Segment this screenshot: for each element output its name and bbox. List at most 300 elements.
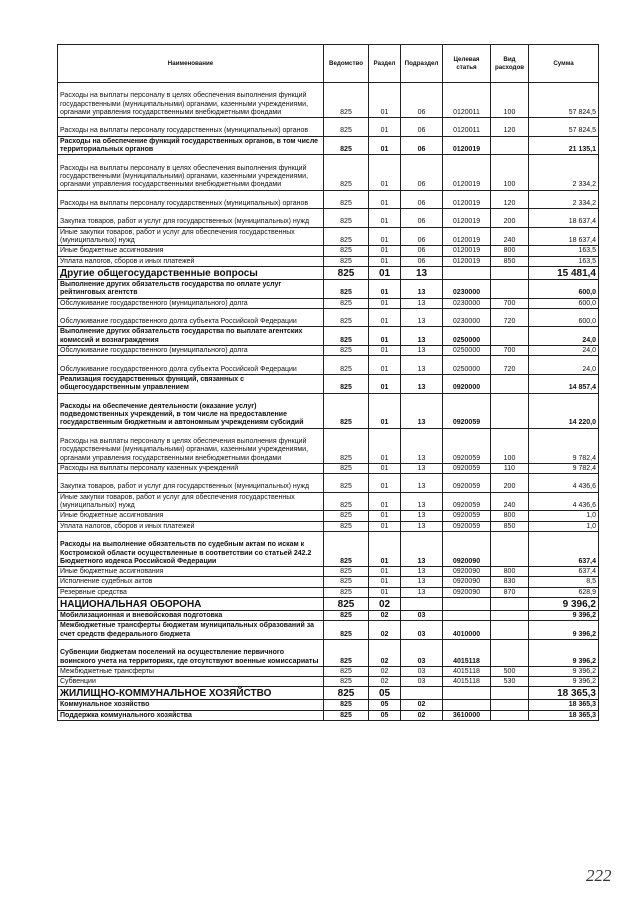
cell-name: ЖИЛИЩНО-КОММУНАЛЬНОЕ ХОЗЯЙСТВО [58, 687, 324, 700]
cell-razdel: 01 [369, 393, 401, 428]
cell-razdel: 02 [369, 598, 401, 611]
cell-razdel: 01 [369, 511, 401, 521]
cell-razdel: 01 [369, 531, 401, 566]
cell-vid: 830 [491, 577, 529, 587]
cell-vid: 530 [491, 677, 529, 687]
table-row [58, 474, 599, 493]
cell-podrazdel: 06 [401, 155, 443, 190]
cell-podrazdel: 13 [401, 567, 443, 577]
cell-vid: 240 [491, 492, 529, 511]
table-row [58, 246, 599, 256]
cell-statya: 0250000 [443, 346, 491, 356]
cell-summa: 1,0 [529, 511, 599, 521]
cell-podrazdel: 03 [401, 611, 443, 621]
cell-name: Иные бюджетные ассигнования [58, 567, 324, 577]
cell-name: Обслуживание государственного долга субъекта Российской Федерации [58, 308, 324, 327]
table-row [58, 356, 599, 375]
table-row [58, 639, 599, 666]
cell-podrazdel: 13 [401, 374, 443, 393]
cell-razdel: 02 [369, 639, 401, 666]
cell-vedomstvo: 825 [324, 136, 369, 155]
cell-name: Субвенции бюджетам поселений на осуществление первичного воинского учета на территориях, где отсутствуют военные комиссариаты [58, 639, 324, 666]
cell-vid: 240 [491, 227, 529, 246]
cell-vid: 800 [491, 567, 529, 577]
cell-statya: 0120019 [443, 227, 491, 246]
cell-razdel: 05 [369, 687, 401, 700]
cell-statya: 0920059 [443, 521, 491, 531]
cell-razdel: 01 [369, 155, 401, 190]
table-row [58, 279, 599, 298]
header-name: Наименование [58, 45, 324, 83]
cell-statya: 0920059 [443, 474, 491, 493]
cell-statya: 0230000 [443, 279, 491, 298]
cell-podrazdel: 13 [401, 266, 443, 279]
cell-vedomstvo: 825 [324, 710, 369, 720]
cell-summa: 163,5 [529, 246, 599, 256]
cell-vid [491, 710, 529, 720]
cell-statya: 0920059 [443, 463, 491, 473]
cell-razdel: 01 [369, 463, 401, 473]
table-body [58, 83, 599, 721]
cell-vid: 500 [491, 666, 529, 676]
cell-vedomstvo: 825 [324, 511, 369, 521]
cell-vedomstvo: 825 [324, 428, 369, 463]
cell-vid [491, 393, 529, 428]
cell-summa: 9 782,4 [529, 463, 599, 473]
cell-podrazdel: 06 [401, 256, 443, 266]
cell-statya: 4015118 [443, 639, 491, 666]
cell-statya: 4010000 [443, 621, 491, 640]
cell-summa: 4 436,6 [529, 492, 599, 511]
table-row [58, 531, 599, 566]
cell-name: Реализация государственных функций, связанных с общегосударственным управлением [58, 374, 324, 393]
cell-podrazdel: 06 [401, 118, 443, 137]
table-row [58, 677, 599, 687]
cell-razdel: 02 [369, 666, 401, 676]
cell-vedomstvo: 825 [324, 393, 369, 428]
cell-podrazdel: 13 [401, 298, 443, 308]
cell-razdel: 01 [369, 521, 401, 531]
cell-vid [491, 598, 529, 611]
cell-vid [491, 279, 529, 298]
cell-statya: 0920090 [443, 587, 491, 597]
cell-statya: 0120019 [443, 155, 491, 190]
cell-statya: 0120019 [443, 256, 491, 266]
cell-vedomstvo: 825 [324, 666, 369, 676]
cell-podrazdel: 06 [401, 190, 443, 209]
cell-summa: 1,0 [529, 521, 599, 531]
cell-vid [491, 327, 529, 346]
cell-name: Коммунальное хозяйство [58, 700, 324, 710]
cell-name: Закупка товаров, работ и услуг для государственных (муниципальных) нужд [58, 209, 324, 228]
cell-razdel: 01 [369, 308, 401, 327]
cell-podrazdel: 06 [401, 227, 443, 246]
cell-statya [443, 700, 491, 710]
cell-podrazdel: 13 [401, 492, 443, 511]
cell-vedomstvo: 825 [324, 246, 369, 256]
cell-statya: 0920059 [443, 511, 491, 521]
cell-vid: 100 [491, 428, 529, 463]
cell-vid: 700 [491, 346, 529, 356]
cell-summa: 9 396,2 [529, 639, 599, 666]
cell-summa: 24,0 [529, 346, 599, 356]
cell-razdel: 01 [369, 246, 401, 256]
cell-name: Расходы на выплаты персоналу государственных (муниципальных) органов [58, 190, 324, 209]
cell-razdel: 01 [369, 266, 401, 279]
cell-vid [491, 266, 529, 279]
cell-name: Выполнение других обязательств государства по выплате агентских комиссий и вознаграждения [58, 327, 324, 346]
cell-summa: 18 365,3 [529, 710, 599, 720]
cell-statya: 0250000 [443, 327, 491, 346]
cell-summa: 600,0 [529, 298, 599, 308]
cell-podrazdel: 03 [401, 677, 443, 687]
cell-summa: 15 481,4 [529, 266, 599, 279]
cell-razdel: 01 [369, 190, 401, 209]
cell-summa: 14 220,0 [529, 393, 599, 428]
cell-vid: 870 [491, 587, 529, 597]
cell-name: Другие общегосударственные вопросы [58, 266, 324, 279]
cell-statya: 0250000 [443, 356, 491, 375]
cell-vedomstvo: 825 [324, 677, 369, 687]
table-row [58, 463, 599, 473]
cell-name: Обслуживание государственного (муниципального) долга [58, 346, 324, 356]
cell-vid: 850 [491, 256, 529, 266]
table-row [58, 700, 599, 710]
cell-podrazdel: 03 [401, 666, 443, 676]
cell-summa: 21 135,1 [529, 136, 599, 155]
cell-podrazdel: 06 [401, 136, 443, 155]
cell-razdel: 01 [369, 474, 401, 493]
cell-podrazdel: 13 [401, 308, 443, 327]
table-row [58, 298, 599, 308]
cell-vid: 100 [491, 83, 529, 118]
cell-vedomstvo: 825 [324, 492, 369, 511]
cell-vid: 800 [491, 511, 529, 521]
cell-razdel: 01 [369, 428, 401, 463]
header-vid: Вид расходов [491, 45, 529, 83]
cell-vid [491, 700, 529, 710]
cell-razdel: 01 [369, 327, 401, 346]
cell-razdel: 01 [369, 279, 401, 298]
table-row [58, 327, 599, 346]
cell-summa: 24,0 [529, 327, 599, 346]
cell-vid [491, 639, 529, 666]
cell-summa: 24,0 [529, 356, 599, 375]
cell-name: Обслуживание государственного (муниципального) долга [58, 298, 324, 308]
cell-podrazdel: 13 [401, 587, 443, 597]
header-razdel: Раздел [369, 45, 401, 83]
cell-vedomstvo: 825 [324, 256, 369, 266]
table-row [58, 577, 599, 587]
cell-vedomstvo: 825 [324, 521, 369, 531]
cell-summa: 637,4 [529, 567, 599, 577]
cell-name: Расходы на выплаты персоналу казенных учреждений [58, 463, 324, 473]
table-row [58, 83, 599, 118]
cell-summa: 600,0 [529, 279, 599, 298]
cell-name: Расходы на обеспечение функций государственных органов, в том числе территориальных органов [58, 136, 324, 155]
cell-razdel: 02 [369, 621, 401, 640]
cell-vid [491, 531, 529, 566]
cell-name: Мобилизационная и вневойсковая подготовка [58, 611, 324, 621]
cell-podrazdel: 03 [401, 621, 443, 640]
table-row [58, 136, 599, 155]
cell-name: Расходы на обеспечение деятельности (оказание услуг) подведомственных учреждений, в том числе на предоставление государственным бюджетным и автономным учреждениям субсидий [58, 393, 324, 428]
cell-vedomstvo: 825 [324, 190, 369, 209]
table-row [58, 393, 599, 428]
cell-summa: 9 396,2 [529, 621, 599, 640]
cell-summa: 57 824,5 [529, 118, 599, 137]
header-vedomstvo: Ведомство [324, 45, 369, 83]
cell-statya: 0920059 [443, 492, 491, 511]
cell-podrazdel: 13 [401, 356, 443, 375]
cell-summa: 9 396,2 [529, 677, 599, 687]
cell-name: Иные закупки товаров, работ и услуг для обеспечения государственных (муниципальных) нужд [58, 492, 324, 511]
cell-vedomstvo: 825 [324, 327, 369, 346]
cell-name: Обслуживание государственного долга субъекта Российской Федерации [58, 356, 324, 375]
cell-vedomstvo: 825 [324, 639, 369, 666]
cell-vedomstvo: 825 [324, 346, 369, 356]
table-row [58, 611, 599, 621]
table-row [58, 687, 599, 700]
table-row [58, 190, 599, 209]
table-row [58, 587, 599, 597]
cell-razdel: 01 [369, 577, 401, 587]
cell-vedomstvo: 825 [324, 567, 369, 577]
cell-podrazdel: 06 [401, 83, 443, 118]
cell-name: Расходы на выплаты персоналу в целях обеспечения выполнения функций государственными (муниципальными) органами, казенными учреждениями, органами управления государственными внебюджетными фондами [58, 83, 324, 118]
cell-statya: 3610000 [443, 710, 491, 720]
cell-razdel: 01 [369, 346, 401, 356]
cell-summa: 8,5 [529, 577, 599, 587]
table-row [58, 492, 599, 511]
cell-name: Субвенции [58, 677, 324, 687]
cell-vedomstvo: 825 [324, 266, 369, 279]
cell-statya: 0120019 [443, 246, 491, 256]
cell-vid: 100 [491, 155, 529, 190]
cell-razdel: 05 [369, 710, 401, 720]
cell-statya: 0230000 [443, 298, 491, 308]
cell-razdel: 02 [369, 677, 401, 687]
cell-podrazdel: 03 [401, 639, 443, 666]
cell-summa: 4 436,6 [529, 474, 599, 493]
cell-vedomstvo: 825 [324, 621, 369, 640]
cell-vedomstvo: 825 [324, 700, 369, 710]
header-podrazdel: Подраздел [401, 45, 443, 83]
table-header-row [58, 45, 599, 83]
cell-vid: 120 [491, 118, 529, 137]
cell-summa: 14 857,4 [529, 374, 599, 393]
cell-vid: 200 [491, 474, 529, 493]
cell-vid: 800 [491, 246, 529, 256]
table-row [58, 511, 599, 521]
cell-razdel: 02 [369, 611, 401, 621]
cell-vid [491, 687, 529, 700]
cell-vedomstvo: 825 [324, 577, 369, 587]
cell-vid [491, 621, 529, 640]
cell-statya [443, 611, 491, 621]
cell-razdel: 01 [369, 298, 401, 308]
cell-summa: 2 334,2 [529, 190, 599, 209]
table-row [58, 374, 599, 393]
cell-razdel: 01 [369, 118, 401, 137]
header-statya: Целевая статья [443, 45, 491, 83]
cell-name: Расходы на выплаты персоналу в целях обеспечения выполнения функций государственными (муниципальными) органами, казенными учреждениями, органами управления государственными внебюджетными фондами [58, 428, 324, 463]
cell-podrazdel: 02 [401, 710, 443, 720]
header-summa: Сумма [529, 45, 599, 83]
table-row [58, 428, 599, 463]
table-row [58, 621, 599, 640]
cell-name: Уплата налогов, сборов и иных платежей [58, 521, 324, 531]
cell-name: Иные бюджетные ассигнования [58, 246, 324, 256]
cell-statya: 0120011 [443, 118, 491, 137]
cell-statya [443, 598, 491, 611]
cell-vedomstvo: 825 [324, 155, 369, 190]
cell-statya: 4015118 [443, 677, 491, 687]
cell-vedomstvo: 825 [324, 209, 369, 228]
table-row [58, 710, 599, 720]
cell-razdel: 01 [369, 356, 401, 375]
cell-razdel: 05 [369, 700, 401, 710]
cell-summa: 57 824,5 [529, 83, 599, 118]
table-row [58, 598, 599, 611]
cell-podrazdel: 13 [401, 279, 443, 298]
cell-name: Уплата налогов, сборов и иных платежей [58, 256, 324, 266]
cell-name: Межбюджетные трансферты бюджетам муниципальных образований за счет средств федерального бюджета [58, 621, 324, 640]
cell-name: Иные закупки товаров, работ и услуг для обеспечения государственных (муниципальных) нужд [58, 227, 324, 246]
cell-podrazdel: 06 [401, 246, 443, 256]
cell-vid: 200 [491, 209, 529, 228]
cell-statya: 0230000 [443, 308, 491, 327]
cell-vedomstvo: 825 [324, 118, 369, 137]
cell-vid [491, 136, 529, 155]
cell-vedomstvo: 825 [324, 374, 369, 393]
table-row [58, 118, 599, 137]
cell-statya: 0920090 [443, 531, 491, 566]
cell-statya: 0920090 [443, 577, 491, 587]
cell-razdel: 01 [369, 374, 401, 393]
table-row [58, 266, 599, 279]
cell-podrazdel: 13 [401, 474, 443, 493]
cell-podrazdel: 06 [401, 209, 443, 228]
cell-vedomstvo: 825 [324, 83, 369, 118]
table-row [58, 209, 599, 228]
table-row [58, 346, 599, 356]
cell-vedomstvo: 825 [324, 474, 369, 493]
cell-vid [491, 374, 529, 393]
cell-vid: 110 [491, 463, 529, 473]
cell-statya: 0920090 [443, 567, 491, 577]
cell-statya: 0920059 [443, 428, 491, 463]
cell-statya: 0120019 [443, 190, 491, 209]
cell-statya [443, 266, 491, 279]
cell-statya: 0120011 [443, 83, 491, 118]
cell-vedomstvo: 825 [324, 356, 369, 375]
cell-podrazdel: 13 [401, 346, 443, 356]
cell-name: Иные бюджетные ассигнования [58, 511, 324, 521]
cell-summa: 163,5 [529, 256, 599, 266]
cell-vid: 120 [491, 190, 529, 209]
cell-summa: 18 637,4 [529, 227, 599, 246]
table-row [58, 308, 599, 327]
cell-razdel: 01 [369, 256, 401, 266]
cell-vid: 850 [491, 521, 529, 531]
cell-summa: 9 396,2 [529, 666, 599, 676]
table-row [58, 666, 599, 676]
cell-name: Исполнение судебных актов [58, 577, 324, 587]
cell-name: Поддержка коммунального хозяйства [58, 710, 324, 720]
cell-vedomstvo: 825 [324, 598, 369, 611]
table-row [58, 155, 599, 190]
cell-summa: 9 396,2 [529, 611, 599, 621]
cell-summa: 18 637,4 [529, 209, 599, 228]
table-row [58, 256, 599, 266]
cell-statya [443, 687, 491, 700]
cell-podrazdel: 13 [401, 327, 443, 346]
cell-podrazdel: 02 [401, 700, 443, 710]
cell-vid: 720 [491, 308, 529, 327]
cell-summa: 18 365,3 [529, 700, 599, 710]
page-number: 222 [586, 866, 612, 885]
cell-razdel: 01 [369, 492, 401, 511]
cell-vedomstvo: 825 [324, 227, 369, 246]
cell-statya: 0920000 [443, 374, 491, 393]
cell-name: НАЦИОНАЛЬНАЯ ОБОРОНА [58, 598, 324, 611]
cell-name: Резервные средства [58, 587, 324, 597]
cell-summa: 600,0 [529, 308, 599, 327]
cell-name: Расходы на выплаты персоналу государственных (муниципальных) органов [58, 118, 324, 137]
table-row [58, 521, 599, 531]
cell-vedomstvo: 825 [324, 308, 369, 327]
cell-name: Расходы на выплаты персоналу в целях обеспечения выполнения функций государственными (муниципальными) органами, казенными учреждениями, органами управления государственными внебюджетными фондами [58, 155, 324, 190]
cell-podrazdel [401, 598, 443, 611]
cell-podrazdel: 13 [401, 393, 443, 428]
cell-summa: 637,4 [529, 531, 599, 566]
cell-name: Межбюджетные трансферты [58, 666, 324, 676]
cell-podrazdel: 13 [401, 511, 443, 521]
cell-vid: 720 [491, 356, 529, 375]
table-row [58, 567, 599, 577]
cell-razdel: 01 [369, 227, 401, 246]
cell-name: Расходы на выполнение обязательств по судебным актам по искам к Костромской области осуществленные в соответствии со статьей 242.2 Бюджетного кодекса Российской Федерации [58, 531, 324, 566]
cell-summa: 9 396,2 [529, 598, 599, 611]
cell-statya: 4015118 [443, 666, 491, 676]
cell-summa: 2 334,2 [529, 155, 599, 190]
cell-vedomstvo: 825 [324, 687, 369, 700]
cell-vid [491, 611, 529, 621]
cell-razdel: 01 [369, 587, 401, 597]
cell-razdel: 01 [369, 209, 401, 228]
cell-podrazdel [401, 687, 443, 700]
cell-vedomstvo: 825 [324, 611, 369, 621]
cell-vedomstvo: 825 [324, 279, 369, 298]
cell-vid: 700 [491, 298, 529, 308]
cell-vedomstvo: 825 [324, 463, 369, 473]
cell-summa: 18 365,3 [529, 687, 599, 700]
cell-name: Закупка товаров, работ и услуг для государственных (муниципальных) нужд [58, 474, 324, 493]
cell-razdel: 01 [369, 83, 401, 118]
cell-summa: 628,9 [529, 587, 599, 597]
cell-vedomstvo: 825 [324, 298, 369, 308]
budget-table [57, 44, 599, 721]
cell-summa: 9 782,4 [529, 428, 599, 463]
cell-statya: 0120019 [443, 136, 491, 155]
cell-statya: 0920059 [443, 393, 491, 428]
budget-table-sheet [57, 44, 598, 721]
cell-podrazdel: 13 [401, 531, 443, 566]
cell-name: Выполнение других обязательств государства по оплате услуг рейтинговых агентств [58, 279, 324, 298]
cell-podrazdel: 13 [401, 463, 443, 473]
cell-vedomstvo: 825 [324, 587, 369, 597]
